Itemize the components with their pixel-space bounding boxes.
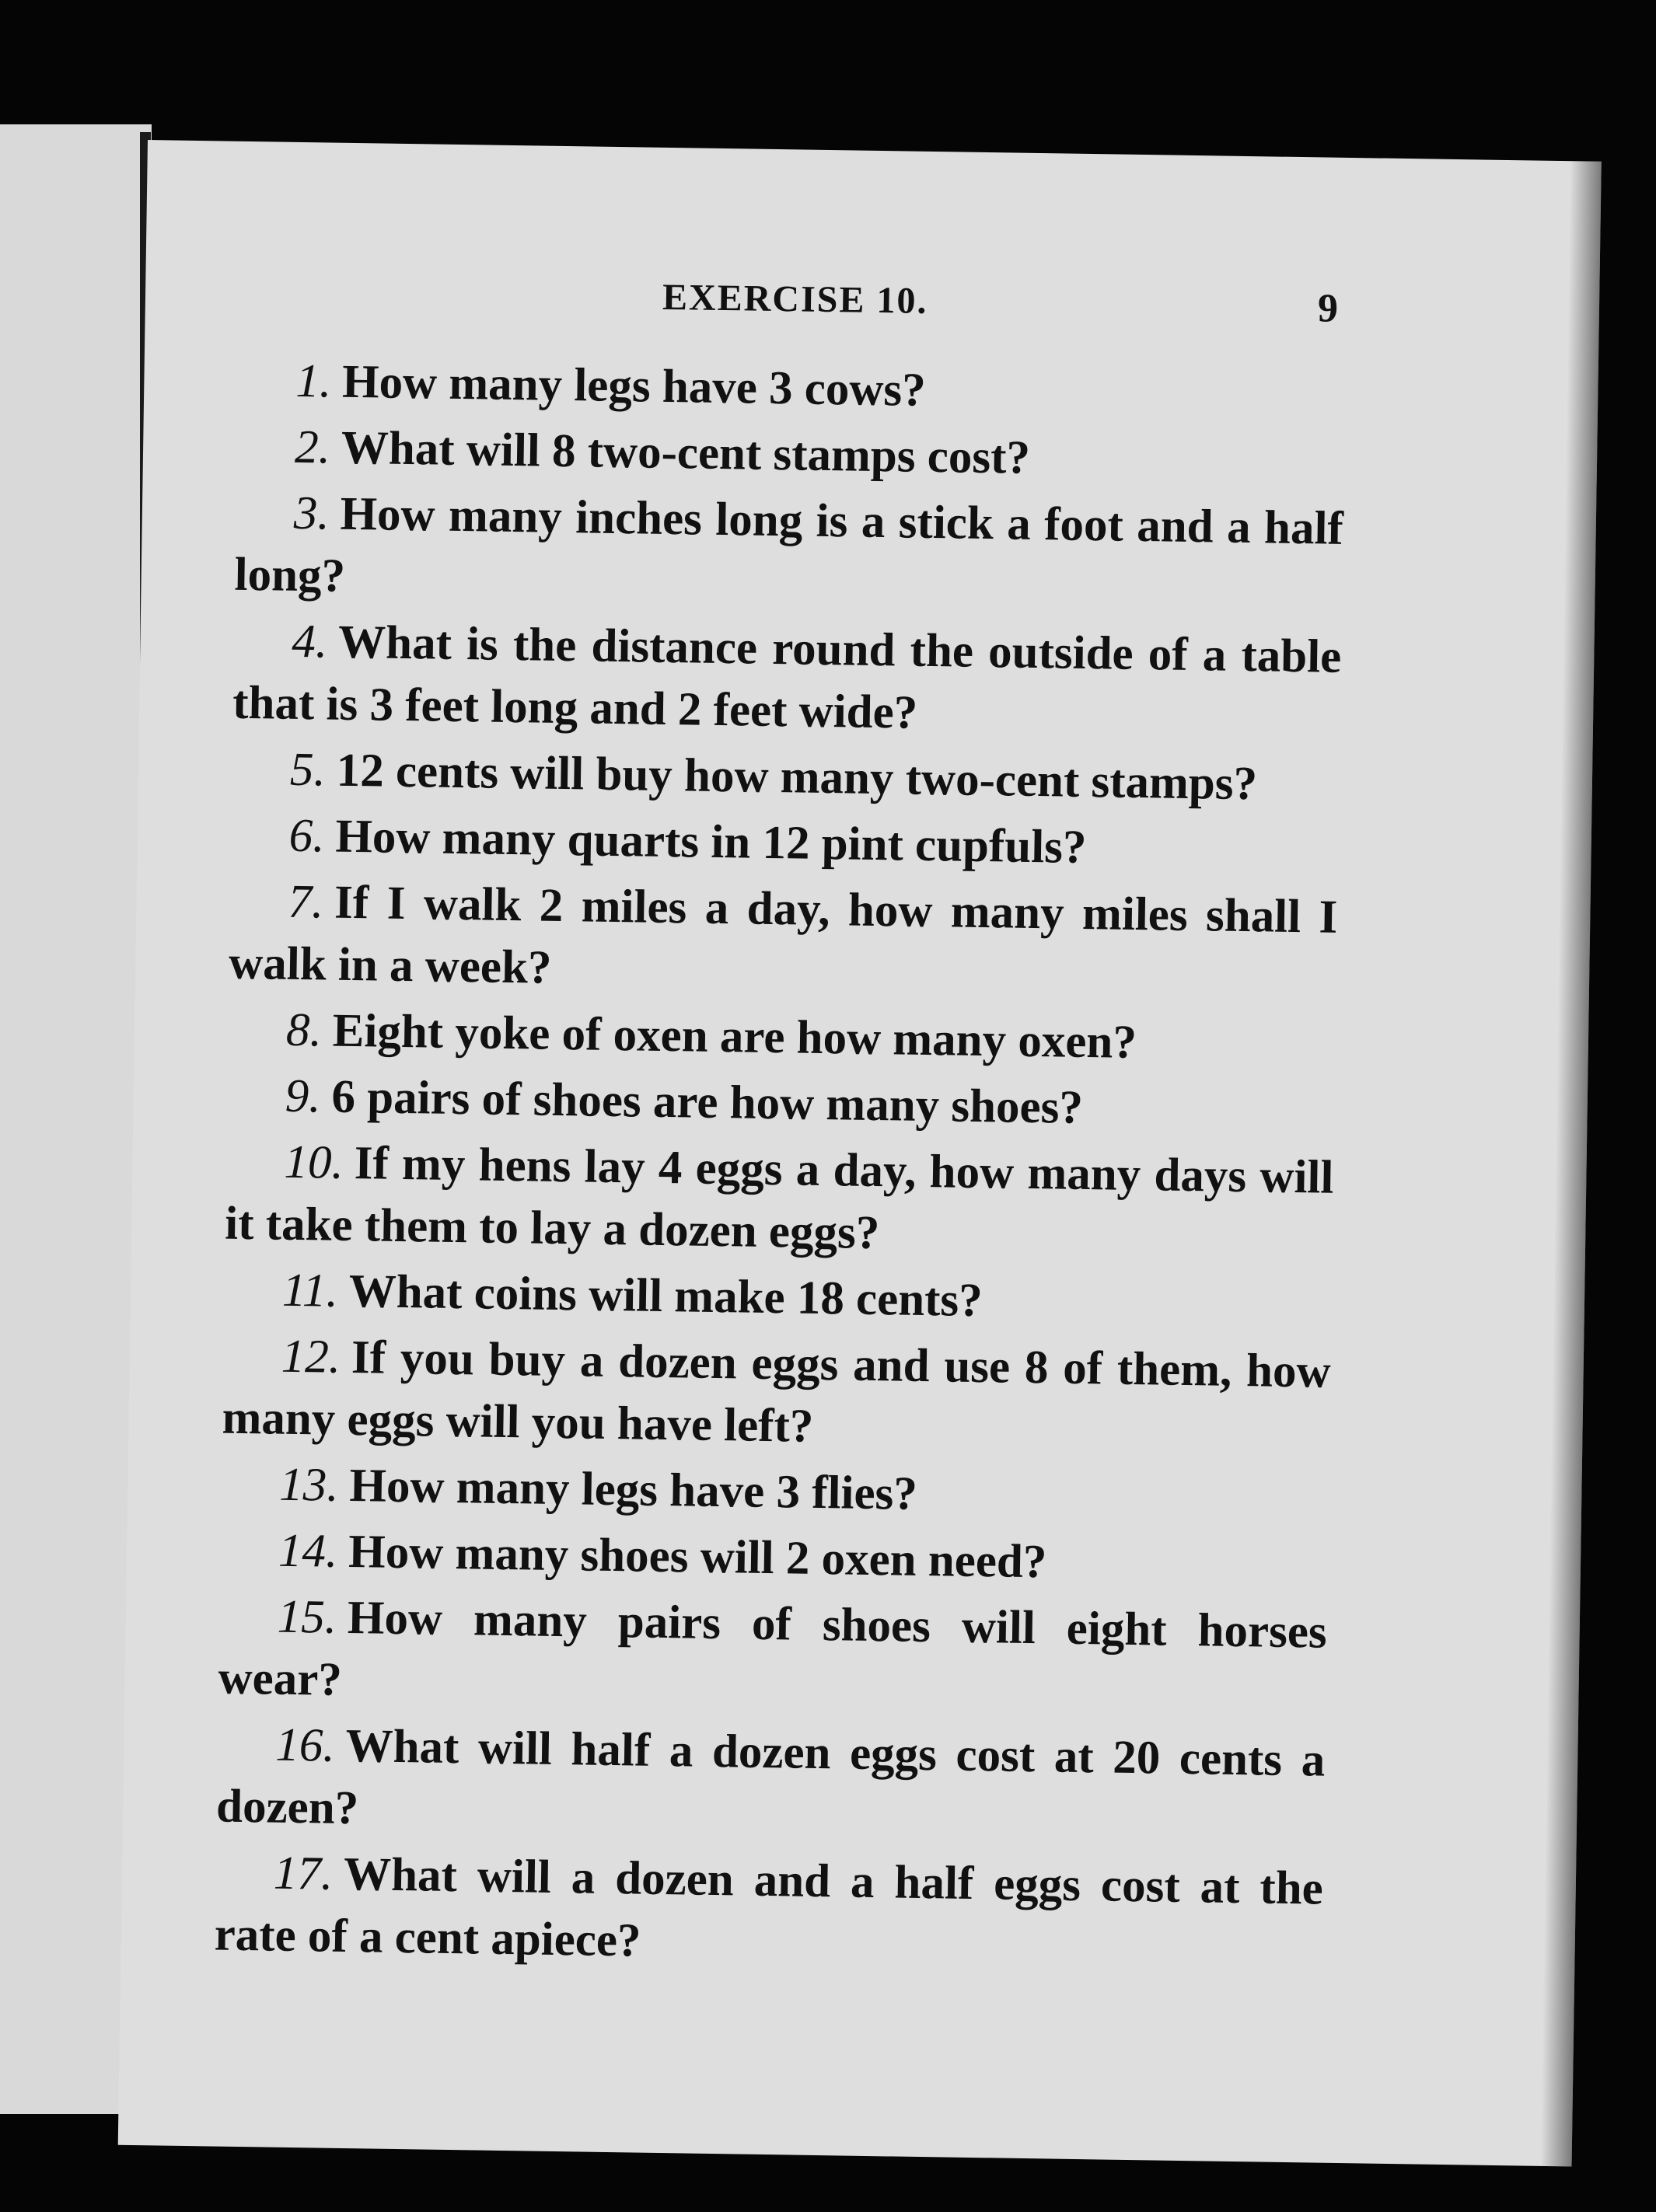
question-text: 12 cents will buy how many two-cent stamps? <box>336 744 1258 811</box>
question <box>223 1259 1332 1338</box>
question-number: 10. <box>284 1136 344 1189</box>
question <box>231 738 1340 817</box>
question-number: 4. <box>291 615 328 668</box>
question <box>230 804 1339 883</box>
question <box>229 870 1338 1011</box>
question-text: What will a dozen and a half eggs cost at the rate of a cent apiece? <box>214 1847 1324 1967</box>
question <box>232 610 1342 751</box>
question-number: 17. <box>273 1847 334 1900</box>
question-text: How many legs have 3 cows? <box>341 355 927 417</box>
question <box>227 999 1336 1077</box>
question-number: 14. <box>278 1524 338 1578</box>
question-number: 3. <box>293 487 330 540</box>
question-number: 1. <box>295 354 332 408</box>
question <box>226 1065 1335 1143</box>
question-number: 11. <box>281 1264 339 1317</box>
question-number: 7. <box>287 875 324 929</box>
question-number: 13. <box>278 1458 340 1512</box>
question-text: How many inches long is a stick a foot and a half long? <box>234 487 1344 602</box>
question-text: What coins will make 18 cents? <box>348 1265 983 1328</box>
question-text: How many pairs of shoes will eight horses wear? <box>218 1592 1328 1706</box>
question-number: 6. <box>288 809 325 863</box>
question-list <box>214 350 1346 1987</box>
question-number: 15. <box>277 1590 337 1644</box>
question <box>225 1131 1334 1272</box>
question-text: Eight yoke of oxen are how many oxen? <box>332 1004 1137 1069</box>
question-number: 16. <box>274 1718 336 1772</box>
question-text: How many legs have 3 flies? <box>349 1460 918 1520</box>
question-text: What will half a dozen eggs cost at 20 cents a dozen? <box>215 1720 1326 1835</box>
question-text: If you buy a dozen eggs and use 8 of them, how many eggs will you have left? <box>222 1331 1332 1453</box>
question-number: 9. <box>285 1069 322 1123</box>
question-text: What is the distance round the outside of a table that is 3 feet long and 2 feet wide? <box>232 616 1342 739</box>
question <box>219 1519 1328 1598</box>
question-text: If my hens lay 4 eggs a day, how many days will it take them to lay a dozen eggs? <box>224 1137 1334 1260</box>
question-number: 5. <box>289 743 327 797</box>
question-text: What will 8 two-cent stamps cost? <box>341 421 1031 484</box>
question-text: 6 pairs of shoes are how many shoes? <box>331 1070 1084 1134</box>
question-text: How many quarts in 12 pint cupfuls? <box>334 810 1087 874</box>
question-number: 12. <box>281 1330 341 1383</box>
page-edge-shadow <box>1541 161 1602 2166</box>
question <box>216 1714 1326 1854</box>
question-text: How many shoes will 2 oxen need? <box>348 1526 1047 1589</box>
page-number: 9 <box>1317 286 1339 331</box>
question-number: 8. <box>285 1003 323 1057</box>
question <box>234 482 1343 623</box>
question-number: 2. <box>294 420 331 474</box>
question <box>221 1453 1329 1532</box>
page-header <box>145 268 1600 344</box>
exercise-title: EXERCISE 10. <box>662 276 928 322</box>
question-text: If I walk 2 miles a day, how many miles shall I walk in a week? <box>228 876 1338 994</box>
question <box>237 350 1346 428</box>
question <box>214 1842 1323 1983</box>
question <box>236 416 1345 494</box>
question <box>222 1325 1331 1466</box>
book-page <box>118 140 1602 2166</box>
question <box>218 1586 1327 1726</box>
